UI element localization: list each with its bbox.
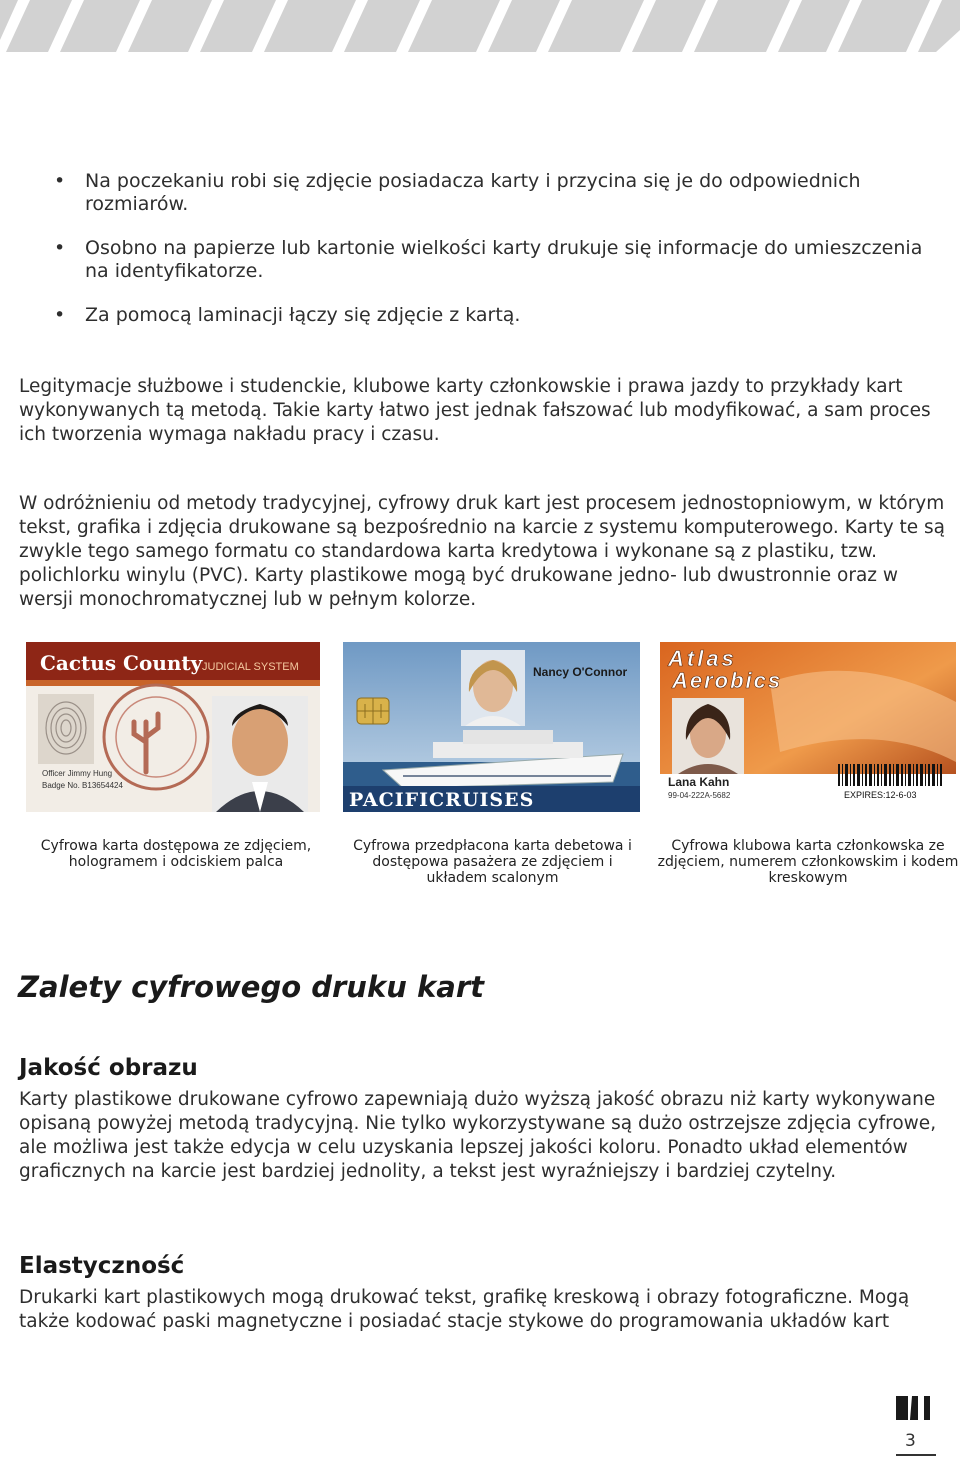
caption-card-1: Cyfrowa karta dostępowa ze zdjęciem, hologramem i odciskiem palca [40,838,312,870]
card-image-club [660,642,956,812]
caption-card-2: Cyfrowa przedpłacona karta debetowa i dostępowa pasażera ze zdjęciem i układem scalonym [353,838,632,886]
top-stripe-band [0,0,960,56]
card3-name: Lana Kahn [668,775,730,789]
card1-subbrand: JUDICIAL SYSTEM [202,661,299,673]
page-number: 3 [905,1431,916,1451]
paragraph-digital-printing: W odróżnieniu od metody tradycyjnej, cyfrowy druk kart jest procesem jednostopniowym, w którym tekst, grafika i zdjęcia drukowane są bezpośrednio na karcie z systemu komputerowego. Karty te są zwykle tego samego formatu co standardowa karta kredytowa i wykonane są z plastiku, tzw. polichlorku winylu (PVC). Karty plastikowe mogą być drukowane jedno- lub dwustronnie oraz w wersji monochromatycznej lub w pełnym kolorze. [19,493,946,610]
list-item: • Osobno na papierze lub kartonie wielkości karty drukuje się informacje do umieszczenia na identyfikatorze. [50,237,940,283]
card3-expires: EXPIRES:12-6-03 [844,790,917,800]
bullet-list [50,170,940,348]
card3-number: 99-04-222A-5682 [668,791,731,800]
subheading-image-quality: Jakość obrazu [19,1055,198,1081]
card-image-access [26,642,320,812]
paragraph-traditional-method: Legitymacje służbowe i studenckie, klubowe karty członkowskie i prawa jazdy to przykłady kart wykonywanych tą metodą. Takie karty łatwo jest jednak fałszować lub modyfikować, a sam proces ich tworzenia wymaga nakładu pracy i czasu. [19,376,931,445]
caption-card-3: Cyfrowa klubowa karta członkowska ze zdjęciem, numerem członkowskim i kodem kreskowym [657,838,959,886]
section-title: Zalety cyfrowego druku kart [18,970,484,1004]
page-number-underline [896,1454,936,1456]
card3-brand2: Aerobics [672,668,783,693]
page-marker-icon [896,1396,932,1420]
list-item: • Za pomocą laminacji łączy się zdjęcie z kartą. [50,304,940,327]
card1-brand: Cactus County [40,651,203,675]
card3-brand1: Atlas [668,646,737,671]
paragraph-image-quality: Karty plastikowe drukowane cyfrowo zapewniają dużo wyższą jakość obrazu niż karty wykonywane opisaną powyżej metodą tradycyjną. Nie tylko wykorzystywane są dużo ostrzejsze zdjęcia cyfrowe, ale możliwa jest także edycja w celu uzyskania lepszej jakości koloru. Ponadto układ elementów graficznych na karcie jest bardziej jednolity, a tekst jest wyraźniejszy i bardziej czytelny. [19,1089,937,1182]
card-image-cruise [343,642,640,812]
paragraph-flexibility: Drukarki kart plastikowych mogą drukować tekst, grafikę kreskową i obrazy fotograficzne. Mogą także kodować paski magnetyczne i posiadać stacje stykowe do programowania układów kart [19,1287,910,1332]
card2-name: Nancy O'Connor [533,665,628,679]
card2-brand: PACIFICRUISES [349,789,535,811]
subheading-flexibility: Elastyczność [19,1253,185,1279]
card1-badge: Badge No. B13654424 [42,781,123,790]
portrait-photo [232,708,288,776]
card1-officer: Officer Jimmy Hung [42,769,113,778]
list-item: • Na poczekaniu robi się zdjęcie posiadacza karty i przycina się je do odpowiednich rozmiarów. [50,170,940,216]
